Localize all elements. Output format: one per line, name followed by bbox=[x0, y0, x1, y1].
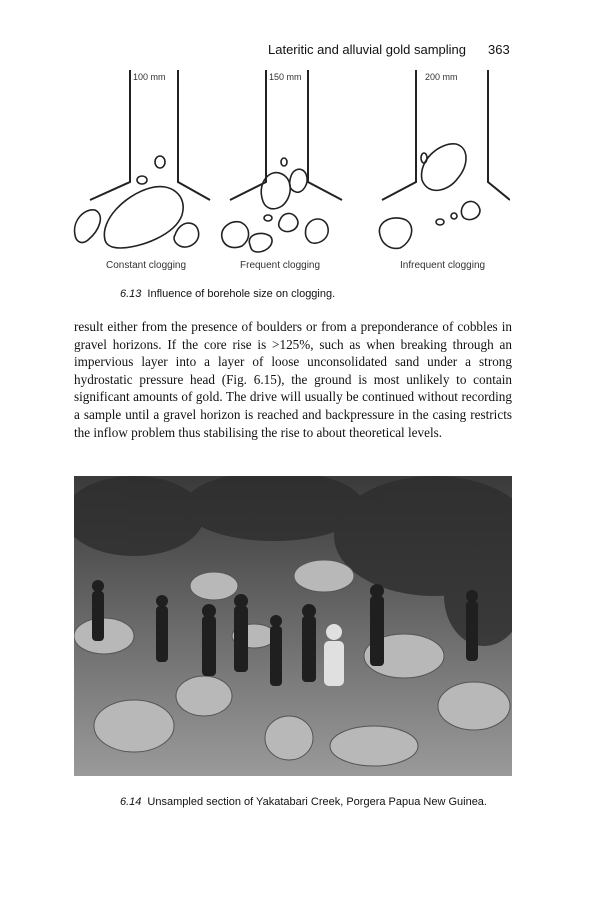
casing-1-left-wall bbox=[90, 70, 130, 200]
boulder-2-f bbox=[305, 219, 328, 243]
boulder-2-c bbox=[222, 222, 249, 248]
casing-2-caption: Frequent clogging bbox=[240, 260, 321, 271]
casing-1-right-wall bbox=[178, 70, 210, 200]
casing-2-right-wall bbox=[308, 70, 342, 200]
figure-6-14-caption bbox=[120, 796, 487, 808]
boulder-2-a bbox=[261, 173, 290, 209]
casing-2-size-label: 150 mm bbox=[269, 72, 302, 82]
figure-6-13-diagram bbox=[70, 70, 510, 275]
figure-6-14-photo bbox=[74, 476, 512, 776]
casing-3-size-label: 200 mm bbox=[425, 72, 458, 82]
casing-3-right-wall bbox=[488, 70, 510, 200]
boulder-2-e bbox=[279, 213, 298, 231]
pebble-1-a bbox=[137, 176, 147, 184]
figure-6-13-number: 6.13 bbox=[120, 288, 142, 300]
pebble-3-c bbox=[451, 213, 457, 219]
pebble-2-a bbox=[264, 215, 272, 221]
casing-3-caption: Infrequent clogging bbox=[400, 260, 486, 271]
pebble-1-b bbox=[155, 156, 165, 168]
pebble-3-b bbox=[436, 219, 444, 225]
running-header: Lateritic and alluvial gold sampling bbox=[268, 42, 467, 57]
casing-3-left-wall bbox=[382, 70, 416, 200]
boulder-1-left bbox=[75, 210, 101, 243]
pebble-3-a bbox=[421, 153, 427, 163]
photo-scene bbox=[74, 476, 512, 776]
figure-6-14-number: 6.14 bbox=[120, 796, 142, 808]
boulder-3-a bbox=[422, 144, 466, 191]
boulder-2-d bbox=[249, 233, 272, 252]
boulder-2-b bbox=[290, 169, 307, 192]
casing-1-size-label: 100 mm bbox=[133, 72, 166, 82]
boulder-1-large bbox=[104, 187, 183, 248]
pebble-2-b bbox=[281, 158, 287, 166]
figure-6-13-caption-text: Influence of borehole size on clogging. bbox=[147, 288, 336, 300]
casing-1-caption: Constant clogging bbox=[106, 260, 187, 271]
boulder-3-c bbox=[461, 201, 480, 219]
casing-2-left-wall bbox=[230, 70, 266, 200]
body-paragraph: result either from the presence of boulders or from a preponderance of cobbles in gravel horizons. If the core rise is >125%, such as when breaking through an impervious layer into a layer of loose unconsolidated sand under a strong hydrostatic pressure head (Fig. 6.15), the ground is most unlikely to contain significant amounts of gold. The drive will usually be continued without recording a sample until a gravel horizon is reached and backpressure in the casing restricts the inflow problem thus stabilising the rise to about theoretical levels. bbox=[74, 319, 512, 440]
boulder-3-b bbox=[379, 218, 411, 248]
page-number: 363 bbox=[488, 42, 510, 57]
boulder-1-right bbox=[174, 223, 199, 247]
figure-6-14-caption-text: Unsampled section of Yakatabari Creek, Porgera Papua New Guinea. bbox=[147, 796, 487, 808]
figure-6-13-caption bbox=[120, 288, 335, 300]
